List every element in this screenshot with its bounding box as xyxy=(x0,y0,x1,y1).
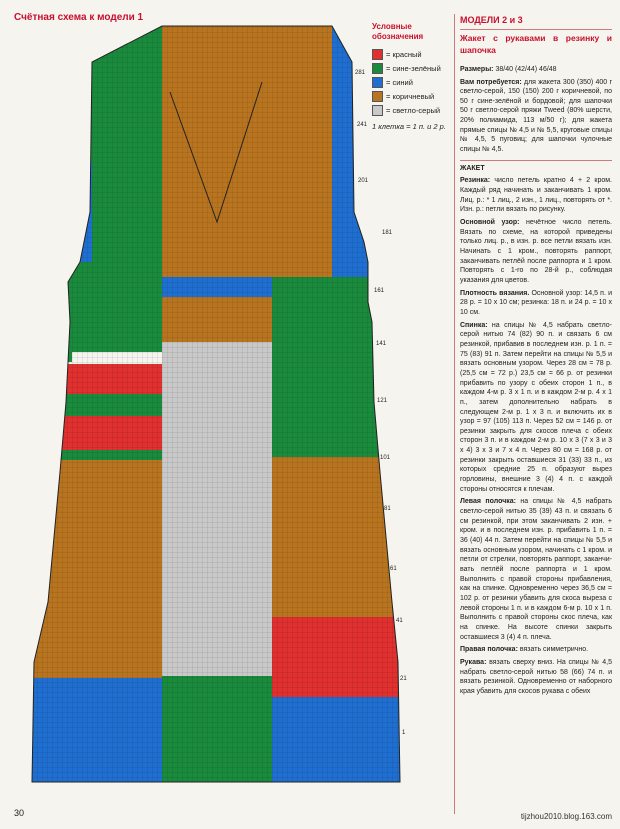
page-number: 30 xyxy=(14,808,25,818)
right-front-label: Правая полочка: xyxy=(460,646,518,654)
legend-item xyxy=(372,105,452,116)
row-label: 81 xyxy=(384,506,391,512)
sleeves-value: вязать сверху вниз. На спицы № 4,5 набрать светло-серой нитью 58 (66) 74 п. и вязать резинкой. Одновременно от наборного края убавить для скосов рукава с обеих xyxy=(460,658,612,695)
sleeves-paragraph xyxy=(460,658,612,697)
legend-label: = сине-зелёный xyxy=(386,64,441,74)
legend-label: = коричневый xyxy=(386,92,435,102)
materials-value: для жакета 300 (350) 400 г светло-серой, 150 (150) 200 г коричневой, по 50 г сине-зелёной и бордовой; для шапочки 50 г светло-серой пряжи Tweed (80% шерсти, 20% полиамида, 113 м/50 г); для жакета прямые спицы № 4,5 и № 5,5, круговые спицы № 4,5, 5 пуговиц; для шапочки чулочные спицы № 4,5. xyxy=(460,78,612,154)
legend-title: Условные обозначения xyxy=(372,22,424,41)
models-heading: МОДЕЛИ 2 и 3 xyxy=(460,15,523,25)
row-label: 41 xyxy=(396,618,403,624)
row-label: 161 xyxy=(374,288,385,294)
sleeves-label: Рукава: xyxy=(460,658,487,666)
row-label: 101 xyxy=(380,455,391,461)
row-label: 141 xyxy=(376,341,387,347)
density-value: Основной узор: 14,5 п. и 28 р. = 10 х 10 см; резинка: 18 п. и 24 р. = 10 х 10 см. xyxy=(460,289,612,316)
sizes-value: 38/40 (42/44) 46/48 xyxy=(493,65,557,73)
row-label: 1 xyxy=(402,730,406,736)
legend-swatch xyxy=(372,63,383,74)
knitting-chart xyxy=(12,22,412,802)
page-title: Счётная схема к модели 1 xyxy=(14,12,144,23)
right-front-paragraph xyxy=(460,645,612,655)
pattern-label: Основной узор: xyxy=(460,219,520,227)
rib-value: число петель кратно 4 + 2 кром. Каждый ряд начинать и заканчивать 1 кром. Лиц. р.: * 1 лиц., 2 изн., 1 лиц., повторять от *. Изн. р.: петли вязать по рисунку. xyxy=(460,177,612,214)
article-column xyxy=(460,14,612,700)
sizes-label: Размеры: xyxy=(460,65,494,73)
pattern-value: нечётное число петель. Вязать по схеме, на которой приведены только лиц. р., в изн. р. все петли вязать изн. Начинать с 1 кром., повторять раппорт, заканчивать петлёй после раппорта и 1 кром. Повторять с 1-го по 28-й р., соблюдая указания для цветов. xyxy=(460,219,612,284)
legend-label: = синий xyxy=(386,78,413,88)
watermark: tijzhou2010.blog.163.com xyxy=(520,812,612,821)
panel-blue-left-shoulder xyxy=(12,162,92,262)
sizes-paragraph xyxy=(460,65,612,75)
row-label: 281 xyxy=(355,70,366,76)
left-front-value: на спицы № 4,5 набрать светло-серой нитью 35 (39) 43 п. и связать 6 см резинкой, при этом заканчивать 2 изн. + кром. и в последнем изн. р. прибавить 1 п. = 36 (40) 44 п. Затем перейти на спицы № 5,5 и вязать основным узором, начинать с 1 кром. и петли от стрелки, повторять раппорт, заканчивать петлёй после раппорта и 1 кром. Выполнить с правой стороны прибавления, как на спинке. Одновременно через 36,5 см = 102 р. от резинки убавить для скоса выреза с левой стороны 1 п. и в каждом 6-м р. 10 х 1 п. Выполнить с правой стороны скос плеча, как на спинке. На высоте спинки закрыть оставшиеся 3 (4) 4 п. плеча. xyxy=(460,498,613,641)
density-paragraph xyxy=(460,289,612,318)
legend xyxy=(372,22,452,131)
materials-label: Вам потребуется: xyxy=(460,78,522,86)
column-divider xyxy=(454,14,455,814)
row-label: 181 xyxy=(382,230,393,236)
section-heading: ЖАКЕТ xyxy=(460,160,612,174)
legend-item xyxy=(372,63,452,74)
row-label: 201 xyxy=(358,178,369,184)
legend-swatch xyxy=(372,91,383,102)
article-title: Жакет с рукавами в резинку и шапочка xyxy=(460,29,612,56)
row-label: 61 xyxy=(390,566,397,572)
row-label: 241 xyxy=(357,122,368,128)
row-label: 21 xyxy=(400,676,407,682)
back-value: на спицы № 4,5 набрать светло-серой нитью 74 (82) 90 п. и связать 6 см резинкой, прибавив в последнем изн. р. 1 п. = 75 (83) 91 п. Затем перейти на спицы № 5,5 и вязать основным узором. Через 28 см = 78 р. (25,5 см = 72 р.) 23,5 см = 66 р. от резинки прибавить по узору с обеих сторон 1 п., в каждом 4-м р. 3 х 1 п. и в каждом 2-м р. 4 х 1 п., затем дополнительно набрать в следующем 2-м р. 1 х 3 п. и включить их в узор = 97 (105) 113 п. Через 52 см = 146 р. от резинки закрыть для скосов плеча с обеих сторон 3 п. и в каждом 2-м р. 10 х 3 (7 х 3 и 3 х 4) 3 х 3 и 7 х 4 п. Через 80 см = 168 р. от резинки закрыть оставшиеся 31 (33) 33 п., из которых средние 25 п. образуют вырез горловины, внешние 3 (4) 4 п. с каждой стороны относятся к плечам. xyxy=(460,321,612,493)
density-label: Плотность вязания. xyxy=(460,289,530,297)
row-label: 121 xyxy=(377,398,388,404)
legend-item xyxy=(372,77,452,88)
legend-label: = красный xyxy=(386,50,422,60)
rib-label: Резинка: xyxy=(460,177,491,185)
back-paragraph xyxy=(460,321,612,495)
right-front-value: вязать симметрично. xyxy=(517,646,589,654)
left-front-paragraph xyxy=(460,497,612,642)
legend-swatch xyxy=(372,105,383,116)
legend-item xyxy=(372,49,452,60)
left-front-label: Левая полочка: xyxy=(460,498,516,506)
legend-note: 1 клетка = 1 п. и 2 р. xyxy=(372,122,446,132)
pattern-paragraph xyxy=(460,218,612,286)
legend-swatch xyxy=(372,77,383,88)
rib-paragraph xyxy=(460,176,612,215)
grid-overlay xyxy=(12,22,412,802)
legend-item xyxy=(372,91,452,102)
legend-label: = светло-серый xyxy=(386,106,441,116)
panel-green-left-edge xyxy=(12,272,72,362)
materials-paragraph xyxy=(460,78,612,155)
legend-swatch xyxy=(372,49,383,60)
back-label: Спинка: xyxy=(460,321,488,329)
